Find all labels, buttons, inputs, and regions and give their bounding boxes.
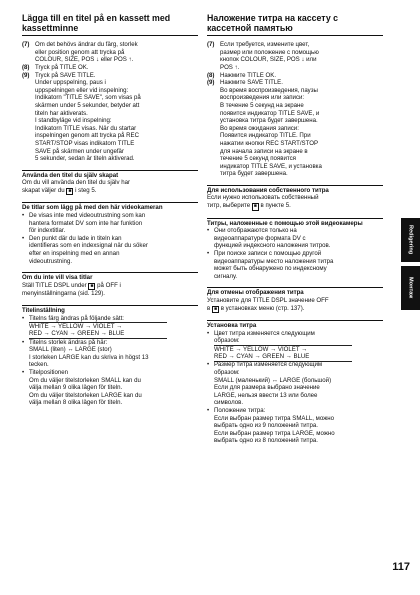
section-title-sv: Lägga till en titel på en kassett med kassettminne <box>22 13 171 33</box>
bullet-item: • Titelns storlek ändras på här: SMALL (liten) ↔ LARGE (stor) I storleken LARGE kan du skriva in högst 13 tecken. <box>22 338 149 369</box>
section-rule <box>22 202 198 203</box>
title-settings-heading-ru: Установка титра <box>207 322 257 330</box>
step-7-ru: (7) Если требуется, измените цвет, размер или положение с помощью кнопок COLOUR, SIZE, POS ↓ или POS ↑. <box>207 41 319 71</box>
section-rule <box>207 218 383 219</box>
hide-titles-text-ru: Установите для TITLE DSPL значение OFF в ■ в установках меню (стр. 137). <box>207 297 329 312</box>
camera-titles-heading-sv: De titlar som lägg på med den här videokameran <box>22 204 163 212</box>
camera-titles-heading-ru: Титры, наложенные с помощью этой видеокамеры <box>207 219 363 227</box>
menu-icon: ■ <box>213 305 217 312</box>
own-title-text-sv: Om du vill använda den titel du själv har skapat väljer du ■ i steg 5. <box>22 179 131 194</box>
title-rule <box>22 35 198 36</box>
hide-titles-text-sv: Ställ TITLE DSPL under ■ på OFF i menyinställningarna (sid. 129). <box>22 281 121 298</box>
swedish-column <box>22 14 198 407</box>
bullet-item: • Они отображаются только на видеоаппаратуре формата DV с функцией индексного наложения титров. <box>207 227 331 250</box>
section-rule <box>207 287 383 288</box>
bullet-item: • Цвет титра изменяется следующим образом: <box>207 329 315 345</box>
step-9-ru: (9) Нажмите SAVE TITLE. Во время воспроизведения, паузы воспроизведения или записи: В течение 5 секунд на экране появится индикатор TITLE SAVE, и установка титра будет завершена. Во время ожидания записи: Появится индикатор TITLE. При нажатии кнопки REC START/STOP для начала записи на экране в течение 5 секунд появится индикатор TITLE SAVE, и установка титра будет завершена. <box>207 79 322 178</box>
color-sequence-sv: WHITE → YELLOW → VIOLET → RED → CYAN → GREEN → BLUE <box>29 322 125 338</box>
title-rule <box>207 35 383 36</box>
own-title-icon: ■ <box>68 187 72 194</box>
step-8-sv: (8) Tryck på TITLE OK. <box>22 63 89 71</box>
own-title-heading-sv: Använda den titel du själv skapat <box>22 171 119 179</box>
side-tab-redigering: Redigering <box>401 218 420 262</box>
steps-list-ru <box>207 41 383 178</box>
section-rule <box>22 305 198 306</box>
section-title-ru: Наложение титра на кассету с кассетной памятью <box>207 13 339 33</box>
russian-column <box>207 14 383 445</box>
bullet-item: • Размер титра изменяется следующим образом: SMALL (маленький) ↔ LARGE (большой) Если для размера выбрано значение LARGE, нельзя ввести 13 или более символов. <box>207 361 332 407</box>
own-title-icon: ■ <box>253 203 257 210</box>
section-rule <box>22 170 198 171</box>
step-8-ru: (8) Нажмите TITLE OK. <box>207 71 277 79</box>
bullet-item: • De visas inte med videoutrustning som kan hantera formatet DV som inte har funktion för indextitlar. <box>22 212 146 235</box>
bullet-item: • При поиске записи с помощью другой видеоаппаратуры место наложения титра может быть обнаружено по индексному сигналу. <box>207 250 334 280</box>
section-rule <box>22 272 198 273</box>
step-9-sv: (9) Tryck på SAVE TITLE. Under uppspelning, paus i uppspelningen eller vid inspelning: Indikatorn "TITLE SAVE", som visas på skärmen under 5 sekunder, betyder att titeln har aktiverats. I standbyläge vid inspelning: Indikatorn TITLE visas. När du startar inspelningen genom att trycka på REC START/STOP visas indikatorn TITLE SAVE på skärmen under ungefär 5 sekunder, sedan är titeln aktiverad. <box>22 71 141 163</box>
page-number: 117 <box>392 561 410 573</box>
steps-list-sv <box>22 41 198 163</box>
title-settings-heading-sv: Titelinställning <box>22 307 65 314</box>
side-tab-montazh: Монтаж <box>401 266 420 310</box>
section-rule <box>207 320 383 321</box>
section-rule <box>207 185 383 186</box>
hide-titles-heading-sv: Om du inte vill visa titlar <box>22 274 93 282</box>
step-7-sv: (7) Om det behövs ändrar du färg, storlek eller position genom att trycka på COLOUR, SIZE, POS ↓ eller POS ↑. <box>22 41 138 64</box>
own-title-heading-ru: Для использования собственного титра <box>207 186 329 194</box>
color-sequence-ru: WHITE → YELLOW → VIOLET → RED → CYAN → GREEN → BLUE <box>214 345 310 361</box>
bullet-item: • Titelns färg ändras på följande sätt: <box>22 314 124 322</box>
bullet-item: • Den punkt där du lade in titeln kan identifieras som en indexsignal när du söker efter en inspelning med en annan videoutrustning. <box>22 234 148 265</box>
hide-titles-heading-ru: Для отмены отображения титра <box>207 289 304 297</box>
bullet-item: • Положение титра: Если выбран размер титра SMALL, можно выбрать одно из 9 положений титра. Если выбран размер титра LARGE, можно выбрать одно из 8 положений титра. <box>207 406 335 445</box>
menu-icon: ■ <box>90 282 94 289</box>
bullet-item: • Titelpositionen Om du väljer titelstorleken SMALL kan du välja mellan 9 olika lägen för titeln. Om du väljer titelstorleken LARGE kan du välja mellan 8 olika lägen för titeln. <box>22 368 142 407</box>
own-title-text-ru: Если нужно использовать собственный титр, выберите ■ в пункте 5. <box>207 194 319 210</box>
